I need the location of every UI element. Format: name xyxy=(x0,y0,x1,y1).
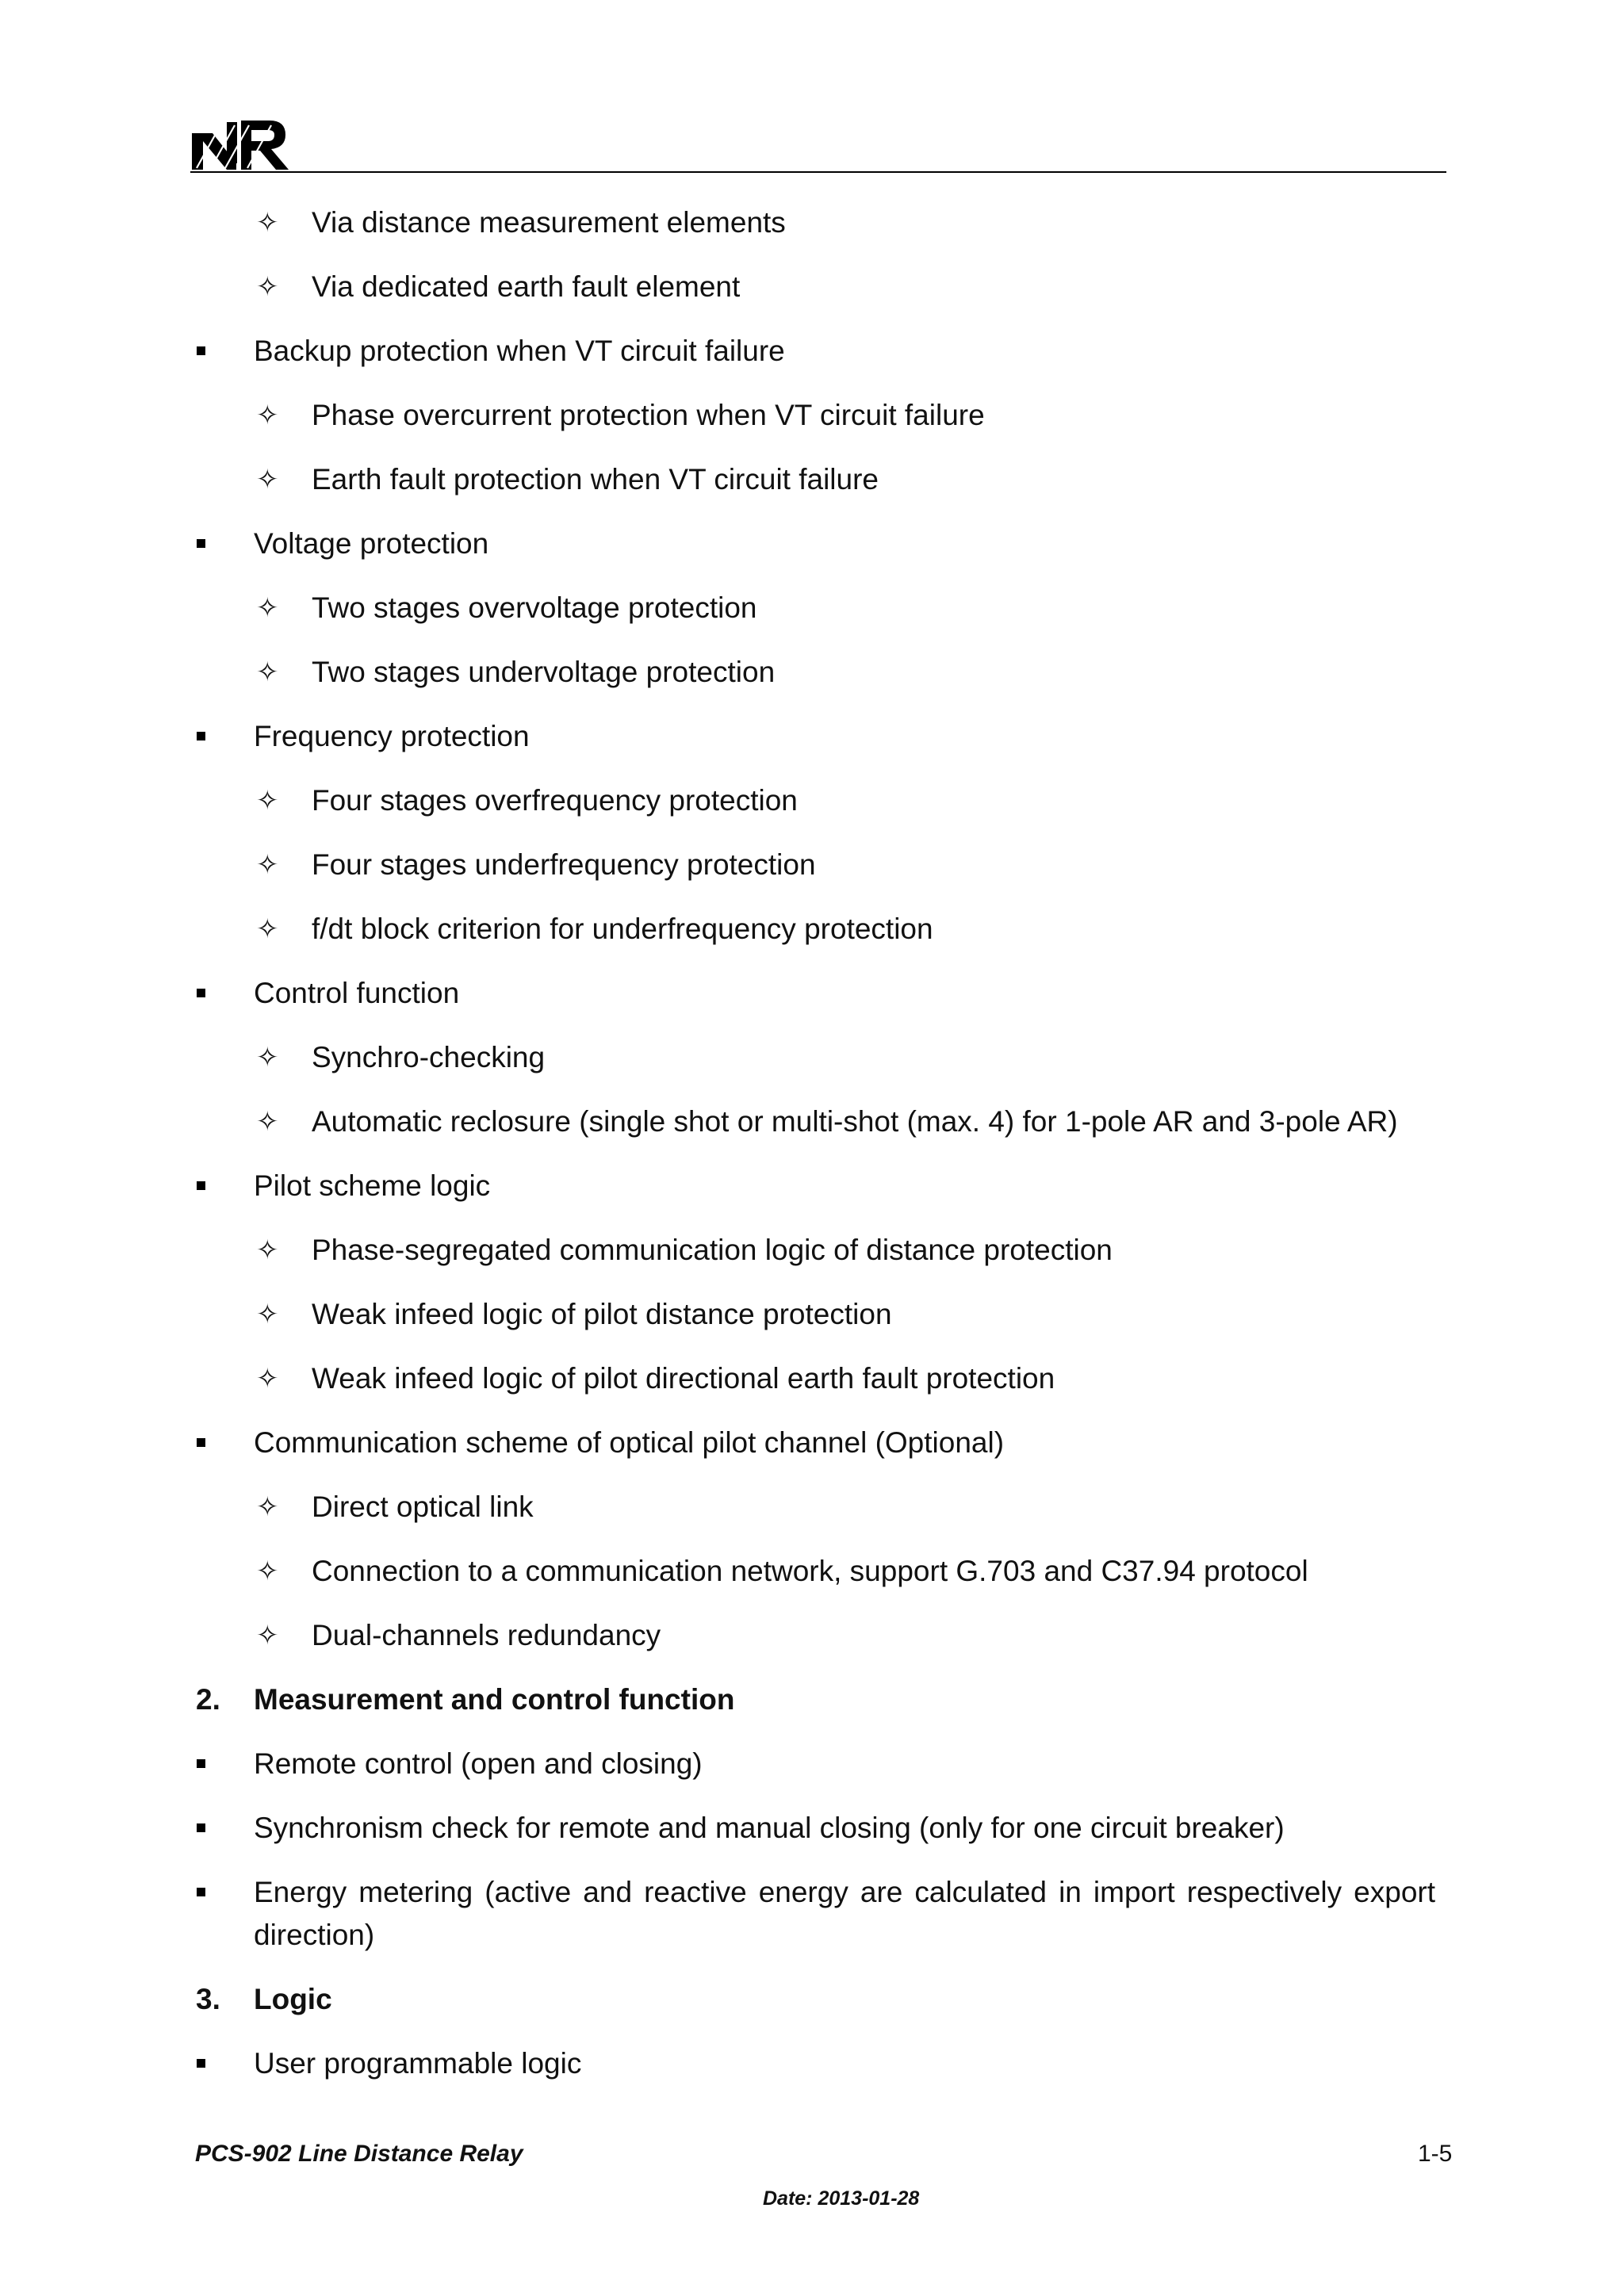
four-point-star-bullet-icon: ✧ xyxy=(256,271,279,303)
item-text: Phase-segregated communication logic of distance protection xyxy=(312,1234,1113,1266)
footer-date: Date: 2013-01-28 xyxy=(763,2187,920,2210)
section-heading xyxy=(196,1978,332,2021)
item-text: Pilot scheme logic xyxy=(254,1169,491,1202)
item-text: Earth fault protection when VT circuit failure xyxy=(312,463,879,496)
item-text: Automatic reclosure (single shot or multi-shot (max. 4) for 1-pole AR and 3-pole AR) xyxy=(312,1105,1398,1138)
item-text: Frequency protection xyxy=(254,720,530,752)
four-point-star-bullet-icon: ✧ xyxy=(256,1042,279,1073)
sub-bullet-item xyxy=(256,1357,1055,1400)
four-point-star-bullet-icon: ✧ xyxy=(256,1106,279,1138)
sub-bullet-item xyxy=(256,458,879,501)
item-text: Control function xyxy=(254,977,460,1009)
sub-bullet-item xyxy=(256,1486,534,1529)
four-point-star-bullet-icon: ✧ xyxy=(256,592,279,624)
sub-bullet-item xyxy=(256,587,757,629)
bullet-item xyxy=(254,1743,703,1785)
four-point-star-bullet-icon: ✧ xyxy=(256,400,279,431)
item-text: Weak infeed logic of pilot distance protection xyxy=(312,1298,892,1330)
section-number: 2. xyxy=(196,1683,220,1716)
sub-bullet-item xyxy=(256,1550,1308,1593)
sub-bullet-item xyxy=(256,1036,546,1079)
square-bullet-icon xyxy=(197,1438,205,1447)
square-bullet-icon xyxy=(197,539,205,548)
sub-bullet-item xyxy=(256,844,816,886)
item-text: Dual-channels redundancy xyxy=(312,1619,661,1651)
square-bullet-icon xyxy=(197,1823,205,1832)
four-point-star-bullet-icon: ✧ xyxy=(256,1620,279,1651)
sub-bullet-item xyxy=(256,1293,892,1336)
item-text: Four stages overfrequency protection xyxy=(312,784,798,817)
square-bullet-icon xyxy=(197,1888,205,1896)
sub-bullet-item xyxy=(256,779,798,822)
sub-bullet-item xyxy=(256,394,985,437)
square-bullet-icon xyxy=(197,1759,205,1768)
item-text: Energy metering (active and reactive energy are calculated in import respectively export direction) xyxy=(254,1876,1435,1951)
item-text: Direct optical link xyxy=(312,1490,534,1523)
item-text: Via dedicated earth fault element xyxy=(312,270,741,303)
four-point-star-bullet-icon: ✧ xyxy=(256,1363,279,1395)
four-point-star-bullet-icon: ✧ xyxy=(256,207,279,239)
sub-bullet-item xyxy=(256,1229,1113,1272)
item-text: f/dt block criterion for underfrequency protection xyxy=(312,913,933,945)
four-point-star-bullet-icon: ✧ xyxy=(256,464,279,496)
four-point-star-bullet-icon: ✧ xyxy=(256,1299,279,1330)
item-text: Logic xyxy=(254,1983,332,2015)
bullet-item xyxy=(254,522,488,565)
sub-bullet-item xyxy=(256,651,776,694)
item-text: Backup protection when VT circuit failure xyxy=(254,335,785,367)
sub-bullet-item xyxy=(256,266,741,308)
bullet-item xyxy=(254,715,530,758)
square-bullet-icon xyxy=(197,989,205,997)
sub-bullet-item xyxy=(256,1100,1398,1143)
sub-bullet-item xyxy=(256,201,786,244)
bullet-item xyxy=(254,1871,1435,1957)
item-text: Weak infeed logic of pilot directional earth fault protection xyxy=(312,1362,1055,1395)
item-text: Two stages overvoltage protection xyxy=(312,591,757,624)
item-text: User programmable logic xyxy=(254,2047,582,2080)
four-point-star-bullet-icon: ✧ xyxy=(256,1491,279,1523)
four-point-star-bullet-icon: ✧ xyxy=(256,849,279,881)
sub-bullet-item xyxy=(256,1614,661,1657)
footer-document-title: PCS-902 Line Distance Relay xyxy=(195,2141,523,2167)
footer-page-number: 1-5 xyxy=(1418,2141,1453,2167)
item-text: Phase overcurrent protection when VT circuit failure xyxy=(312,399,985,431)
item-text: Two stages undervoltage protection xyxy=(312,656,776,688)
four-point-star-bullet-icon: ✧ xyxy=(256,913,279,945)
square-bullet-icon xyxy=(197,732,205,740)
bullet-item xyxy=(254,1422,1004,1464)
item-text: Synchro-checking xyxy=(312,1041,546,1073)
section-number: 3. xyxy=(196,1983,220,2015)
bullet-item xyxy=(254,972,459,1015)
four-point-star-bullet-icon: ✧ xyxy=(256,1556,279,1587)
bullet-item xyxy=(254,2042,581,2085)
bullet-item xyxy=(254,1165,490,1207)
item-text: Via distance measurement elements xyxy=(312,206,786,239)
four-point-star-bullet-icon: ✧ xyxy=(256,656,279,688)
item-text: Connection to a communication network, support G.703 and C37.94 protocol xyxy=(312,1555,1308,1587)
four-point-star-bullet-icon: ✧ xyxy=(256,1234,279,1266)
item-text: Remote control (open and closing) xyxy=(254,1747,703,1780)
item-text: Measurement and control function xyxy=(254,1683,735,1716)
square-bullet-icon xyxy=(197,2059,205,2068)
square-bullet-icon xyxy=(197,1181,205,1190)
item-text: Synchronism check for remote and manual closing (only for one circuit breaker) xyxy=(254,1812,1285,1844)
bullet-item xyxy=(254,1807,1285,1850)
item-text: Voltage protection xyxy=(254,527,489,560)
square-bullet-icon xyxy=(197,346,205,355)
section-heading xyxy=(196,1678,735,1721)
bullet-item xyxy=(254,330,785,373)
item-text: Four stages underfrequency protection xyxy=(312,848,816,881)
sub-bullet-item xyxy=(256,908,933,951)
item-text: Communication scheme of optical pilot channel (Optional) xyxy=(254,1426,1005,1459)
four-point-star-bullet-icon: ✧ xyxy=(256,785,279,817)
